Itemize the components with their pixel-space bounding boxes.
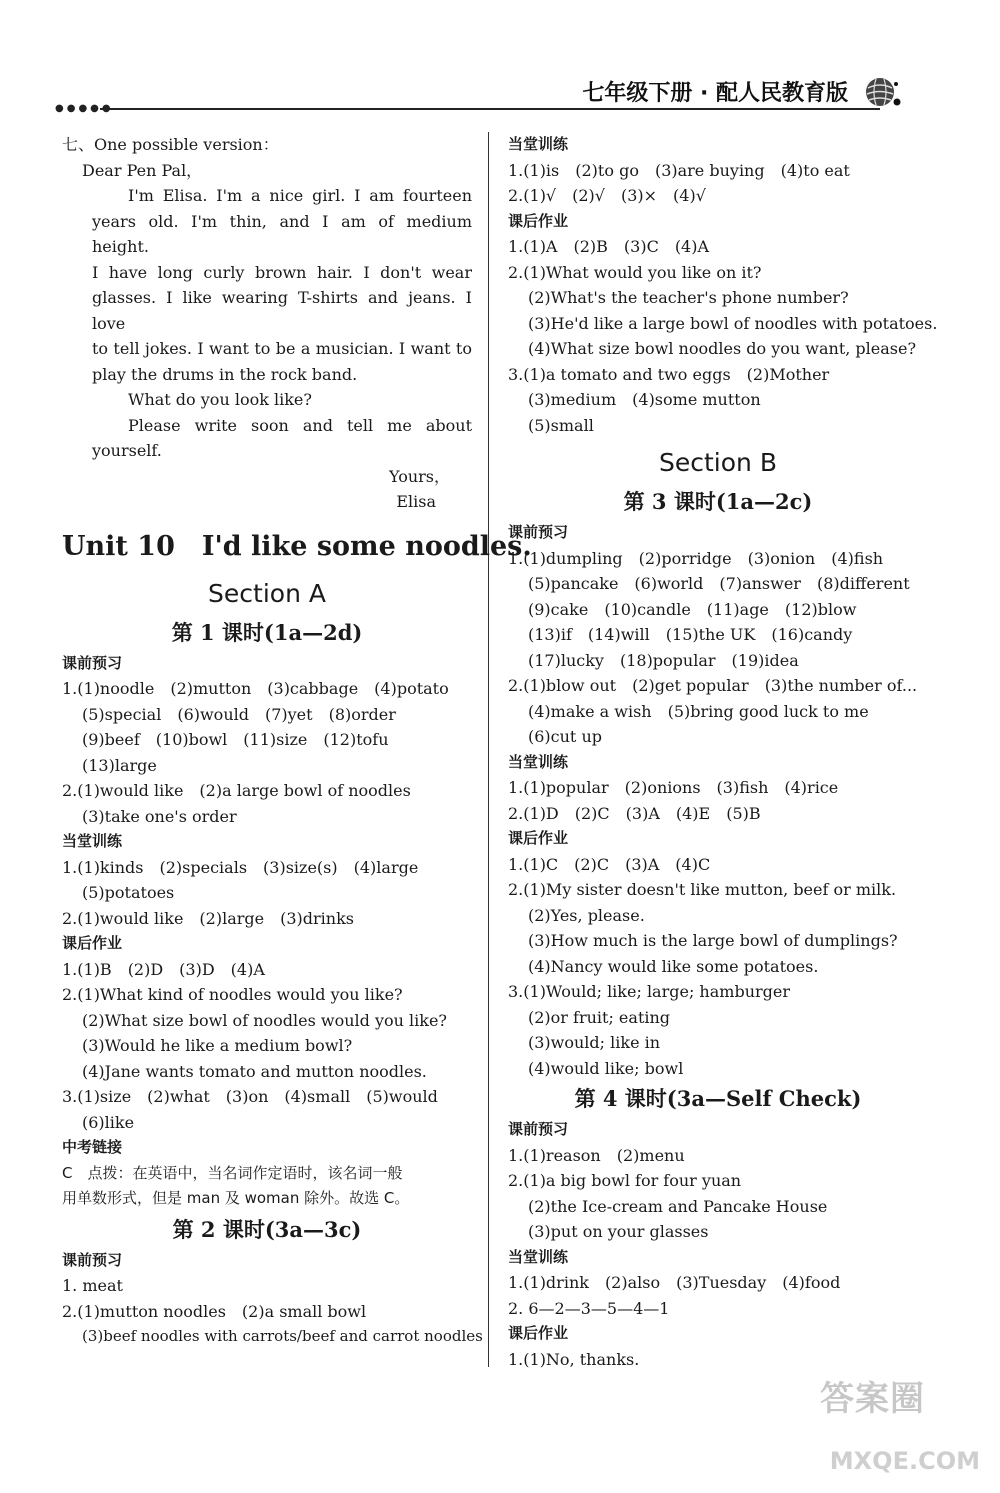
answer-line: (4)What size bowl noodles do you want, please? bbox=[528, 339, 917, 358]
preview-label: 课前预习 bbox=[62, 1250, 123, 1269]
answer-line: 1.(1)No, thanks. bbox=[508, 1349, 640, 1369]
answer-line: (5)pancake (6)world (7)answer (8)different bbox=[528, 574, 910, 593]
answer-line: (2)What's the teacher's phone number? bbox=[528, 288, 849, 307]
globe-logo-icon bbox=[862, 72, 902, 112]
in-class-label: 当堂训练 bbox=[508, 1247, 569, 1266]
lesson-1-title: 第 1 课时(1a—2d) bbox=[171, 619, 363, 645]
answer-line: (6)like bbox=[82, 1112, 135, 1132]
answer-line: (5)potatoes bbox=[82, 883, 175, 902]
answer-line: (4)Jane wants tomato and mutton noodles. bbox=[82, 1061, 427, 1081]
lesson-2-continued bbox=[508, 132, 938, 438]
section-a-title: Section A bbox=[208, 578, 326, 608]
answer-line: (3)beef noodles with carrots/beef and carrot noodles bbox=[82, 1327, 483, 1345]
answer-line: (2)What size bowl of noodles would you like? bbox=[82, 1010, 448, 1030]
answer-line: 1.(1)reason (2)menu bbox=[508, 1145, 685, 1165]
answer-line: 1. meat bbox=[62, 1276, 123, 1295]
watermark-url: MXQE.COM bbox=[829, 1447, 980, 1475]
answer-line: 2.(1)would like (2)large (3)drinks bbox=[62, 908, 354, 928]
letter-line: Please write soon and tell me about bbox=[128, 415, 472, 435]
answer-line: 2.(1)What kind of noodles would you like? bbox=[62, 985, 403, 1004]
letter-line: I have long curly brown hair. I don't wear bbox=[92, 262, 472, 282]
lesson-2-title: 第 2 课时(3a—3c) bbox=[172, 1216, 362, 1242]
answer-line: (2)Yes, please. bbox=[528, 905, 645, 925]
answer-line: 3.(1)Would; like; large; hamburger bbox=[508, 982, 790, 1001]
letter-closing: Yours， bbox=[389, 466, 450, 486]
answer-line: 1.(1)popular (2)onions (3)fish (4)rice bbox=[508, 778, 839, 797]
answer-line: 2.(1)blow out (2)get popular (3)the number of... bbox=[508, 676, 918, 695]
exam-note: 用单数形式，但是 man 及 woman 除外。故选 C。 bbox=[62, 1189, 410, 1207]
answer-line: 3.(1)a tomato and two eggs (2)Mother bbox=[508, 364, 830, 384]
answer-line: (3)would; like in bbox=[528, 1033, 661, 1052]
letter-greeting: Dear Pen Pal， bbox=[82, 160, 203, 180]
right-column bbox=[508, 132, 938, 1372]
answer-line: 2.(1)mutton noodles (2)a small bowl bbox=[62, 1301, 367, 1321]
in-class-label: 当堂训练 bbox=[508, 135, 569, 153]
answer-line: (13)large bbox=[82, 755, 157, 775]
answer-line: (9)cake (10)candle (11)age (12)blow bbox=[528, 599, 857, 619]
preview-label: 课前预习 bbox=[508, 1120, 569, 1138]
answer-line: (17)lucky (18)popular (19)idea bbox=[528, 650, 799, 670]
answer-line: (4)make a wish (5)bring good luck to me bbox=[528, 701, 869, 721]
answer-line: (6)cut up bbox=[528, 727, 602, 746]
answer-line: 1.(1)is (2)to go (3)are buying (4)to eat bbox=[508, 160, 850, 180]
left-column bbox=[62, 132, 532, 1350]
letter-line: yourself. bbox=[92, 441, 162, 460]
watermark-logo: 答案圈 bbox=[820, 1379, 925, 1419]
answer-line: (3)He'd like a large bowl of noodles with potatoes. bbox=[528, 313, 938, 333]
lesson-3 bbox=[508, 484, 928, 1081]
answer-line: (3)How much is the large bowl of dumplings? bbox=[528, 931, 898, 950]
unit-title: Unit 10 I'd like some noodles. bbox=[62, 530, 532, 562]
letter-line: glasses. I like wearing T-shirts and jeans. I love bbox=[92, 288, 472, 333]
answer-line: 2.(1)What would you like on it? bbox=[508, 262, 762, 282]
answer-line: 2.(1)√ (2)√ (3)× (4)√ bbox=[508, 186, 706, 205]
answer-line: 1.(1)B (2)D (3)D (4)A bbox=[62, 959, 265, 979]
answer-line: (13)if (14)will (15)the UK (16)candy bbox=[528, 625, 853, 644]
watermark bbox=[810, 1355, 980, 1475]
lesson-3-title: 第 3 课时(1a—2c) bbox=[623, 489, 813, 514]
page-header bbox=[0, 0, 1000, 120]
answer-line: 2.(1)My sister doesn't like mutton, beef or milk. bbox=[508, 880, 897, 899]
answer-line: (2)or fruit; eating bbox=[528, 1007, 671, 1027]
in-class-label: 当堂训练 bbox=[62, 832, 123, 850]
header-dots: ●●●●● bbox=[55, 103, 114, 114]
answer-line: 2.(1)would like (2)a large bowl of noodles bbox=[62, 781, 411, 800]
section-b-title: Section B bbox=[659, 448, 777, 477]
answer-line: (3)Would he like a medium bowl? bbox=[82, 1036, 353, 1055]
writing-heading: 七、One possible version： bbox=[62, 135, 279, 154]
answer-line: (3)medium (4)some mutton bbox=[528, 390, 761, 409]
answer-line: (3)take one's order bbox=[82, 806, 237, 826]
preview-label: 课前预习 bbox=[62, 653, 123, 672]
letter-line: I'm Elisa. I'm a nice girl. I am fourteen bbox=[128, 186, 472, 205]
letter-line: years old. I'm thin, and I am of medium height. bbox=[92, 211, 472, 256]
exam-note: C 点拨：在英语中，当名词作定语时，该名词一般 bbox=[62, 1163, 403, 1182]
answer-line: (5)special (6)would (7)yet (8)order bbox=[82, 704, 396, 724]
letter-line: What do you look like? bbox=[128, 390, 312, 409]
lesson-4-title: 第 4 课时(3a—Self Check) bbox=[574, 1086, 862, 1111]
answer-line: (9)beef (10)bowl (11)size (12)tofu bbox=[82, 730, 389, 749]
answer-line: 1.(1)kinds (2)specials (3)size(s) (4)large bbox=[62, 857, 419, 877]
column-divider bbox=[488, 132, 489, 1367]
header-title: 七年级下册 · 配人民教育版 bbox=[582, 81, 848, 106]
answer-line: 2.(1)D (2)C (3)A (4)E (5)B bbox=[508, 803, 761, 823]
lesson-1 bbox=[62, 615, 472, 1212]
answer-line: 1.(1)dumpling (2)porridge (3)onion (4)fish bbox=[508, 548, 884, 568]
answer-line: 1.(1)drink (2)also (3)Tuesday (4)food bbox=[508, 1273, 841, 1292]
answer-line: (3)put on your glasses bbox=[528, 1222, 709, 1241]
letter-signature: Elisa bbox=[396, 492, 436, 511]
preview-label: 课前预习 bbox=[508, 523, 569, 541]
letter-line: to tell jokes. I want to be a musician. I want to bbox=[92, 339, 472, 358]
answer-line: 1.(1)noodle (2)mutton (3)cabbage (4)potato bbox=[62, 679, 449, 698]
homework-label: 课后作业 bbox=[508, 829, 569, 847]
answer-line: (2)the Ice-cream and Pancake House bbox=[528, 1196, 828, 1216]
answer-line: 2.(1)a big bowl for four yuan bbox=[508, 1171, 742, 1190]
exam-link-label: 中考链接 bbox=[62, 1138, 123, 1156]
homework-label: 课后作业 bbox=[62, 934, 123, 952]
homework-label: 课后作业 bbox=[508, 211, 569, 230]
lesson-2 bbox=[62, 1212, 483, 1350]
answer-line: 1.(1)A (2)B (3)C (4)A bbox=[508, 237, 710, 256]
answer-line: (4)would like; bowl bbox=[528, 1058, 684, 1078]
answer-line: (4)Nancy would like some potatoes. bbox=[528, 956, 819, 976]
in-class-label: 当堂训练 bbox=[508, 752, 569, 771]
answer-line: 2. 6—2—3—5—4—1 bbox=[508, 1298, 670, 1318]
answer-line: 1.(1)C (2)C (3)A (4)C bbox=[508, 854, 711, 874]
letter-line: play the drums in the rock band. bbox=[92, 364, 358, 384]
answer-line: (5)small bbox=[528, 415, 594, 435]
lesson-4 bbox=[508, 1081, 928, 1372]
answer-line: 3.(1)size (2)what (3)on (4)small (5)would bbox=[62, 1087, 438, 1106]
homework-label: 课后作业 bbox=[508, 1324, 569, 1342]
writing-sample bbox=[62, 132, 472, 515]
header-rule bbox=[100, 108, 880, 110]
